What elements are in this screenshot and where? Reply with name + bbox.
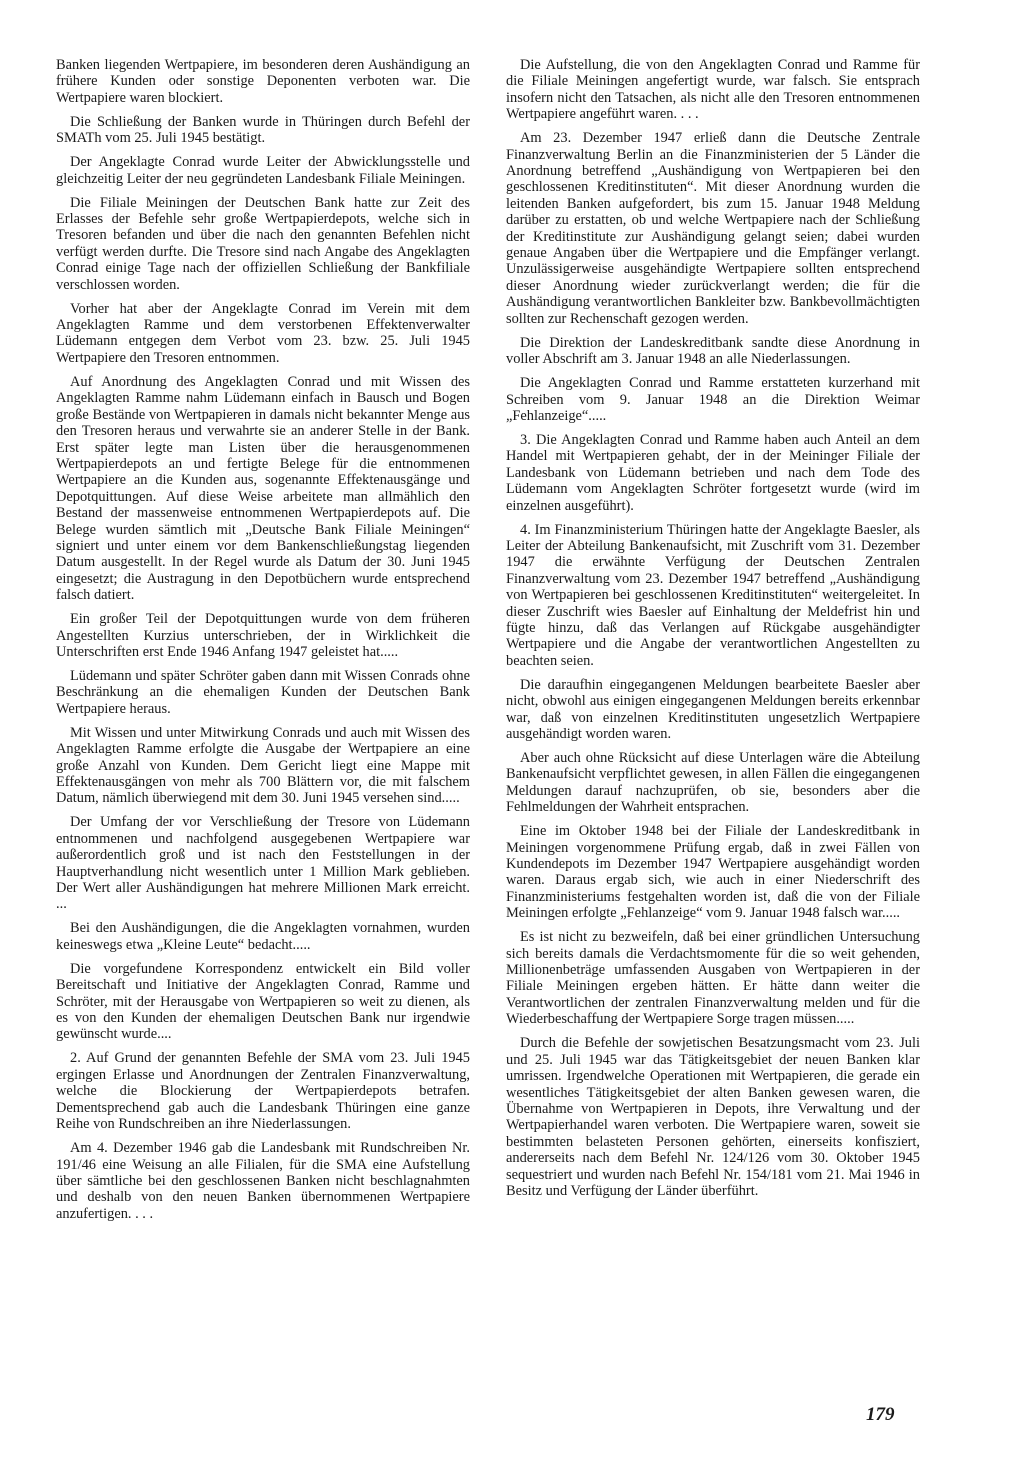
paragraph: Die vorgefundene Korrespondenz entwickelt ein Bild voller Bereitschaft und Initiative der Angeklagten Conrad, Ramme und Schröter, mit der Herausgabe von Wertpapieren so weit zu dienen, als es von den Kunden der ehemaligen Deutschen Bank nur irgendwie gewünscht wurde.... [56, 960, 470, 1043]
paragraph: Banken liegenden Wertpapiere, im besonderen deren Aushändigung an frühere Kunden oder sonstige Deponenten verboten war. Die Wertpapiere waren blockiert. [56, 57, 470, 106]
paragraph: Auf Anordnung des Angeklagten Conrad und mit Wissen des Angeklagten Ramme nahm Lüdemann einfach in Bausch und Bogen große Bestände von Wertpapieren in damals nicht bekannter Menge aus den Tresoren heraus und verwahrte sie an anderer Stelle in der Bank. Erst später legte man Listen über die herausgenommenen Wertpapierdepots an und fertigte Belege für die entnommenen Wertpapiere an die Kunden aus, sogenannte Effektenausgänge und Depotquittungen. Auf diese Weise arbeitete man allmählich den Bestand der massenweise entnommenen Wertpapierdepots auf. Die Belege wurden sämtlich mit „Deutsche Bank Filiale Meiningen“ signiert und unter einem vor dem Bankenschließungstag liegenden Datum ausgestellt. In der Regel wurde als Datum der 30. Juni 1945 eingesetzt; die Austragung in den Depotbüchern wurde entsprechend falsch datiert. [56, 373, 470, 604]
paragraph: Am 23. Dezember 1947 erließ dann die Deutsche Zentrale Finanzverwaltung Berlin an die Finanzministerien der 5 Länder die Anordnung betreffend „Aushändigung von Wertpapieren bei den geschlossenen Kreditinstituten“. Mit dieser Anordnung wurden die leitenden Banken aufgefordert, bis zum 15. Januar 1948 Meldung darüber zu erstatten, ob und welche Wertpapiere nach der Schließung der Kreditinstitute zur Aushändigung gelangt seien; dabei wurden genaue Angaben über die Wertpapiere und die Empfänger verlangt. Unzulässigerweise ausgehändigte Wertpapiere sollten entsprechend dieser Anordnung wieder zurückverlangt werden; die für die Aushändigung verantwortlichen Bankleiter bzw. Bankbevollmächtigten sollten zur Rechenschaft gezogen werden. [506, 130, 920, 327]
paragraph: Die Aufstellung, die von den Angeklagten Conrad und Ramme für die Filiale Meiningen angefertigt wurde, war falsch. Sie entsprach insofern nicht den Tatsachen, als nicht alle den Tresoren entnommenen Wertpapiere angeführt waren. . . . [506, 57, 920, 123]
paragraph: Mit Wissen und unter Mitwirkung Conrads und auch mit Wissen des Angeklagten Ramme erfolgte die Ausgabe der Wertpapiere an eine große Anzahl von Kunden. Dem Gericht liegt eine Mappe mit Effektenausgängen von mehr als 700 Blättern vor, die mit falschem Datum, nämlich überwiegend mit dem 30. Juni 1945 versehen sind..... [56, 724, 470, 807]
paragraph: 4. Im Finanzministerium Thüringen hatte der Angeklagte Baesler, als Leiter der Abteilung Bankenaufsicht, mit Zuschrift vom 31. Dezember 1947 die erwähnte Verfügung der Deutschen Zentralen Finanzverwaltung vom 23. Dezember 1947 betreffend „Aushändigung von Wertpapieren bei geschlossenen Kreditinstituten“ weitergeleitet. In dieser Zuschrift wies Baesler auf Einhaltung der Meldefrist hin und fügte hinzu, daß das Verlangen auf Rückgabe ausgehändigter Wertpapiere und die Angabe der verantwortlichen Angestellten zu beachten seien. [506, 521, 920, 669]
paragraph: Durch die Befehle der sowjetischen Besatzungsmacht vom 23. Juli und 25. Juli 1945 war das Tätigkeitsgebiet der neuen Banken klar umrissen. Irgendwelche Operationen mit Wertpapieren, die gerade ein wesentliches Tätigkeitsgebiet der alten Banken gewesen waren, die Übernahme von Wertpapieren in Depots, ihre Verwaltung und der Wertpapierhandel waren verboten. Die Wertpapiere waren, soweit sie bestimmten belasteten Personen gehörten, einerseits konfisziert, andererseits nach dem Befehl Nr. 124/126 vom 30. Oktober 1945 sequestriert und wurden nach Befehl Nr. 154/181 vom 21. Mai 1946 in Besitz und Verfügung der Länder überführt. [506, 1035, 920, 1199]
page-number: 179 [866, 1404, 895, 1425]
paragraph: Eine im Oktober 1948 bei der Filiale der Landeskreditbank in Meiningen vorgenommene Prüfung ergab, daß in zwei Fällen von Kundendepots im Dezember 1947 Wertpapiere ausgehändigt worden waren. Daraus ergab sich, wie auch in einer Niederschrift des Finanzministeriums festgehalten worden ist, daß die von der Filiale Meiningen erfolgte „Fehlanzeige“ vom 9. Januar 1948 falsch war..... [506, 823, 920, 922]
paragraph: Am 4. Dezember 1946 gab die Landesbank mit Rundschreiben Nr. 191/46 eine Weisung an alle Filialen, für die SMA eine Aufstellung über sämtliche bei den geschlossenen Banken nicht beschlagnahmten und deshalb von den neuen Banken übernommenen Wertpapiere anzufertigen. . . . [56, 1140, 470, 1222]
left-column [56, 57, 470, 1230]
paragraph: Lüdemann und später Schröter gaben dann mit Wissen Conrads ohne Beschränkung an die ehemaligen Kunden der Deutschen Bank Wertpapiere heraus. [56, 667, 470, 717]
paragraph: 2. Auf Grund der genannten Befehle der SMA vom 23. Juli 1945 ergingen Erlasse und Anordnungen der Zentralen Finanzverwaltung, welche die Blockierung der Wertpapierdepots betrafen. Dementsprechend gab auch die Landesbank Thüringen eine ganze Reihe von Rundschreiben an ihre Niederlassungen. [56, 1050, 470, 1133]
paragraph: Die Filiale Meiningen der Deutschen Bank hatte zur Zeit des Erlasses der Befehle sehr große Wertpapierdepots, welche sich in Tresoren befanden und über die nach den genannten Befehlen nicht verfügt werden durfte. Die Tresore sind nach Angabe des Angeklagten Conrad einige Tage nach der offiziellen Schließung der Bankfiliale verschlossen worden. [56, 194, 470, 293]
paragraph: Bei den Aushändigungen, die die Angeklagten vornahmen, wurden keineswegs etwa „Kleine Leute“ bedacht..... [56, 920, 470, 953]
paragraph: Es ist nicht zu bezweifeln, daß bei einer gründlichen Untersuchung sich bereits damals die Verdachtsmomente für die so weit gehenden, Millionenbeträge umfassenden Ausgaben von Wertpapieren in der Filiale Meiningen ergeben hätten. Er hätte dann weiter die Verantwortlichen der zentralen Finanzverwaltung melden und für die Wiederbeschaffung der Wertpapiere Sorge tragen müssen..... [506, 929, 920, 1028]
paragraph: Die Angeklagten Conrad und Ramme erstatteten kurzerhand mit Schreiben vom 9. Januar 1948 an die Direktion Weimar „Fehlanzeige“..... [506, 375, 920, 424]
paragraph: Der Angeklagte Conrad wurde Leiter der Abwicklungsstelle und gleichzeitig Leiter der neu gegründeten Landesbank Filiale Meiningen. [56, 154, 470, 187]
right-column [506, 57, 920, 1207]
paragraph: Aber auch ohne Rücksicht auf diese Unterlagen wäre die Abteilung Bankenaufsicht verpflichtet gewesen, in allen Fällen die eingegangenen Meldungen darauf nachzuprüfen, ob sie, besonders aber die Fehlmeldungen der Wahrheit entsprachen. [506, 750, 920, 816]
paragraph: Die Direktion der Landeskreditbank sandte diese Anordnung in voller Abschrift am 3. Januar 1948 an alle Niederlassungen. [506, 334, 920, 368]
paragraph: Die daraufhin eingegangenen Meldungen bearbeitete Baesler aber nicht, obwohl aus einigen eingegangenen Meldungen bereits erkennbar war, daß von einzelnen Kreditinstituten ungesetzlich Wertpapiere ausgehändigt worden waren. [506, 676, 920, 742]
paragraph: Der Umfang der vor Verschließung der Tresore von Lüdemann entnommenen und nachfolgend ausgegebenen Wertpapiere war außerordentlich groß und ist nach den Feststellungen in der Hauptverhandlung nicht wesentlich unter 1 Million Mark geblieben. Der Wert aller Aushändigungen hat mehrere Millionen Mark erreicht. ... [56, 814, 470, 913]
paragraph: Vorher hat aber der Angeklagte Conrad im Verein mit dem Angeklagten Ramme und dem verstorbenen Effektenverwalter Lüdemann entgegen dem Verbot vom 23. bzw. 25. Juli 1945 Wertpapiere den Tresoren entnommen. [56, 300, 470, 366]
paragraph: 3. Die Angeklagten Conrad und Ramme haben auch Anteil an dem Handel mit Wertpapieren gehabt, der in der Meininger Filiale der Landesbank von Lüdemann betrieben und nach dem Tode des Lüdemann vom Angeklagten Schröter fortgesetzt wurde (wird im einzelnen ausgeführt). [506, 431, 920, 514]
paragraph: Ein großer Teil der Depotquittungen wurde von dem früheren Angestellten Kurzius unterschrieben, der in Wirklichkeit die Unterschriften erst Ende 1946 Anfang 1947 geleistet hat..... [56, 611, 470, 660]
paragraph: Die Schließung der Banken wurde in Thüringen durch Befehl der SMATh vom 25. Juli 1945 bestätigt. [56, 113, 470, 147]
